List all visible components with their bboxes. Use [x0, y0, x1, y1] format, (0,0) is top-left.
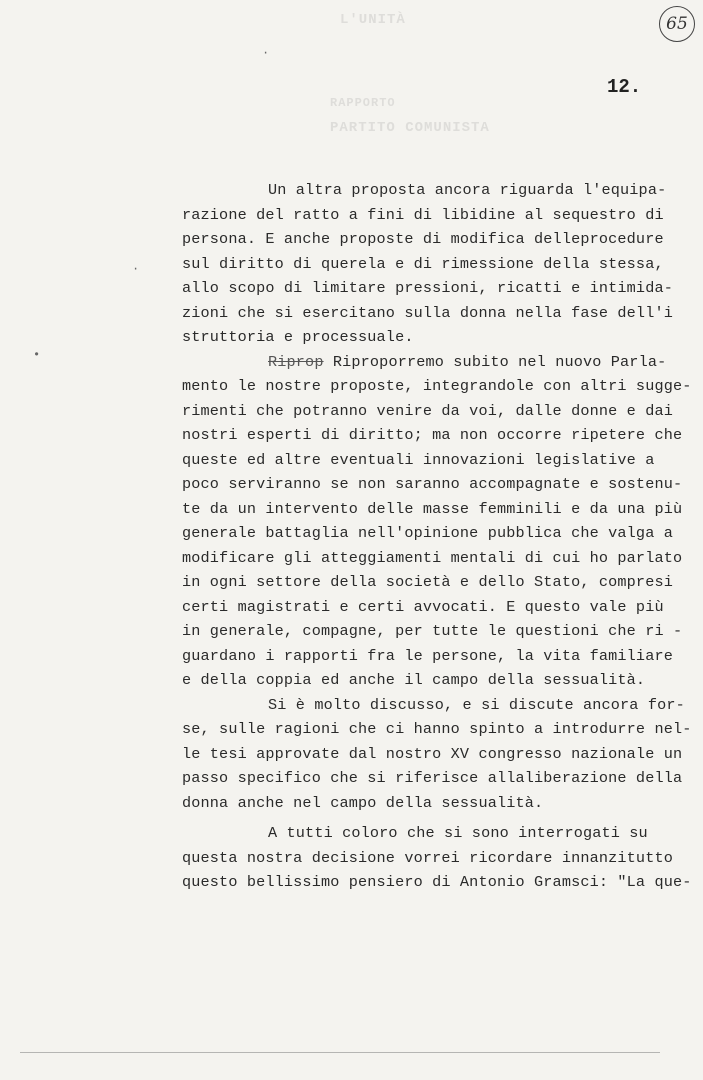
text-line: te da un intervento delle masse femminili e da una più — [182, 499, 683, 518]
page-number: 12. — [607, 76, 642, 98]
text-line: allo scopo di limitare pressioni, ricatti e intimida- — [182, 279, 673, 297]
text-line: passo specifico che si riferisce allaliberazione della — [182, 769, 683, 787]
text-line-with-strikeout — [182, 350, 667, 375]
text-line: Riproporremo subito nel nuovo Parla- — [332, 352, 667, 371]
text-line: questo bellissimo pensiero di Antonio Gramsci: "La que- — [182, 873, 692, 891]
text-line: razione del ratto a fini di libidine al sequestro di — [182, 205, 664, 224]
text-line: mento le nostre proposte, integrandole con altri sugge- — [182, 377, 692, 395]
bleed-through-text: L'UNITÀ — [340, 12, 406, 28]
text-line: Si è molto discusso, e si discute ancora for- — [268, 695, 685, 714]
typed-text-block — [182, 178, 692, 895]
text-line: sul diritto di querela e di rimessione della stessa, — [182, 254, 664, 273]
bleed-through-text: PARTITO COMUNISTA — [330, 120, 490, 136]
text-line: questa nostra decisione vorrei ricordare innanzitutto — [182, 848, 673, 867]
text-line: poco serviranno se non saranno accompagnate e sostenu- — [182, 475, 683, 493]
margin-dot-mark: • — [33, 348, 41, 362]
text-line: struttoria e processuale. — [182, 328, 414, 346]
margin-dot-mark: · — [132, 262, 140, 276]
text-line: zioni che si esercitano sulla donna nella fase dell'i — [182, 303, 673, 322]
text-line: generale battaglia nell'opinione pubblica che valga a — [182, 524, 673, 542]
text-line: certi magistrati e certi avvocati. E questo vale più — [182, 597, 664, 616]
text-line: rimenti che potranno venire da voi, dalle donne e dai — [182, 401, 673, 420]
margin-dot-mark: · — [262, 46, 270, 60]
text-line: modificare gli atteggiamenti mentali di cui ho parlato — [182, 548, 683, 567]
bleed-through-text: RAPPORTO — [330, 96, 396, 110]
struck-out-word: Riprop — [268, 352, 324, 371]
text-line: se, sulle ragioni che ci hanno spinto a introdurre nel- — [182, 720, 692, 738]
bottom-edge-line — [20, 1052, 660, 1053]
text-line: le tesi approvate dal nostro XV congresso nazionale un — [182, 744, 683, 763]
archive-number-stamp: 65 — [659, 6, 695, 42]
text-line: nostri esperti di diritto; ma non occorre ripetere che — [182, 426, 683, 444]
text-line: persona. E anche proposte di modifica delleprocedure — [182, 230, 664, 248]
text-line: guardano i rapporti fra le persone, la vita familiare — [182, 646, 673, 665]
text-line: A tutti coloro che si sono interrogati su — [268, 824, 648, 842]
text-line: Un altra proposta ancora riguarda l'equipa- — [268, 181, 667, 199]
text-line: queste ed altre eventuali innovazioni legislative a — [182, 450, 655, 469]
text-line: e della coppia ed anche il campo della sessualità. — [182, 671, 646, 689]
text-line: in generale, compagne, per tutte le questioni che ri - — [182, 622, 683, 640]
text-line: in ogni settore della società e dello Stato, compresi — [182, 573, 673, 591]
text-line: donna anche nel campo della sessualità. — [182, 793, 544, 812]
